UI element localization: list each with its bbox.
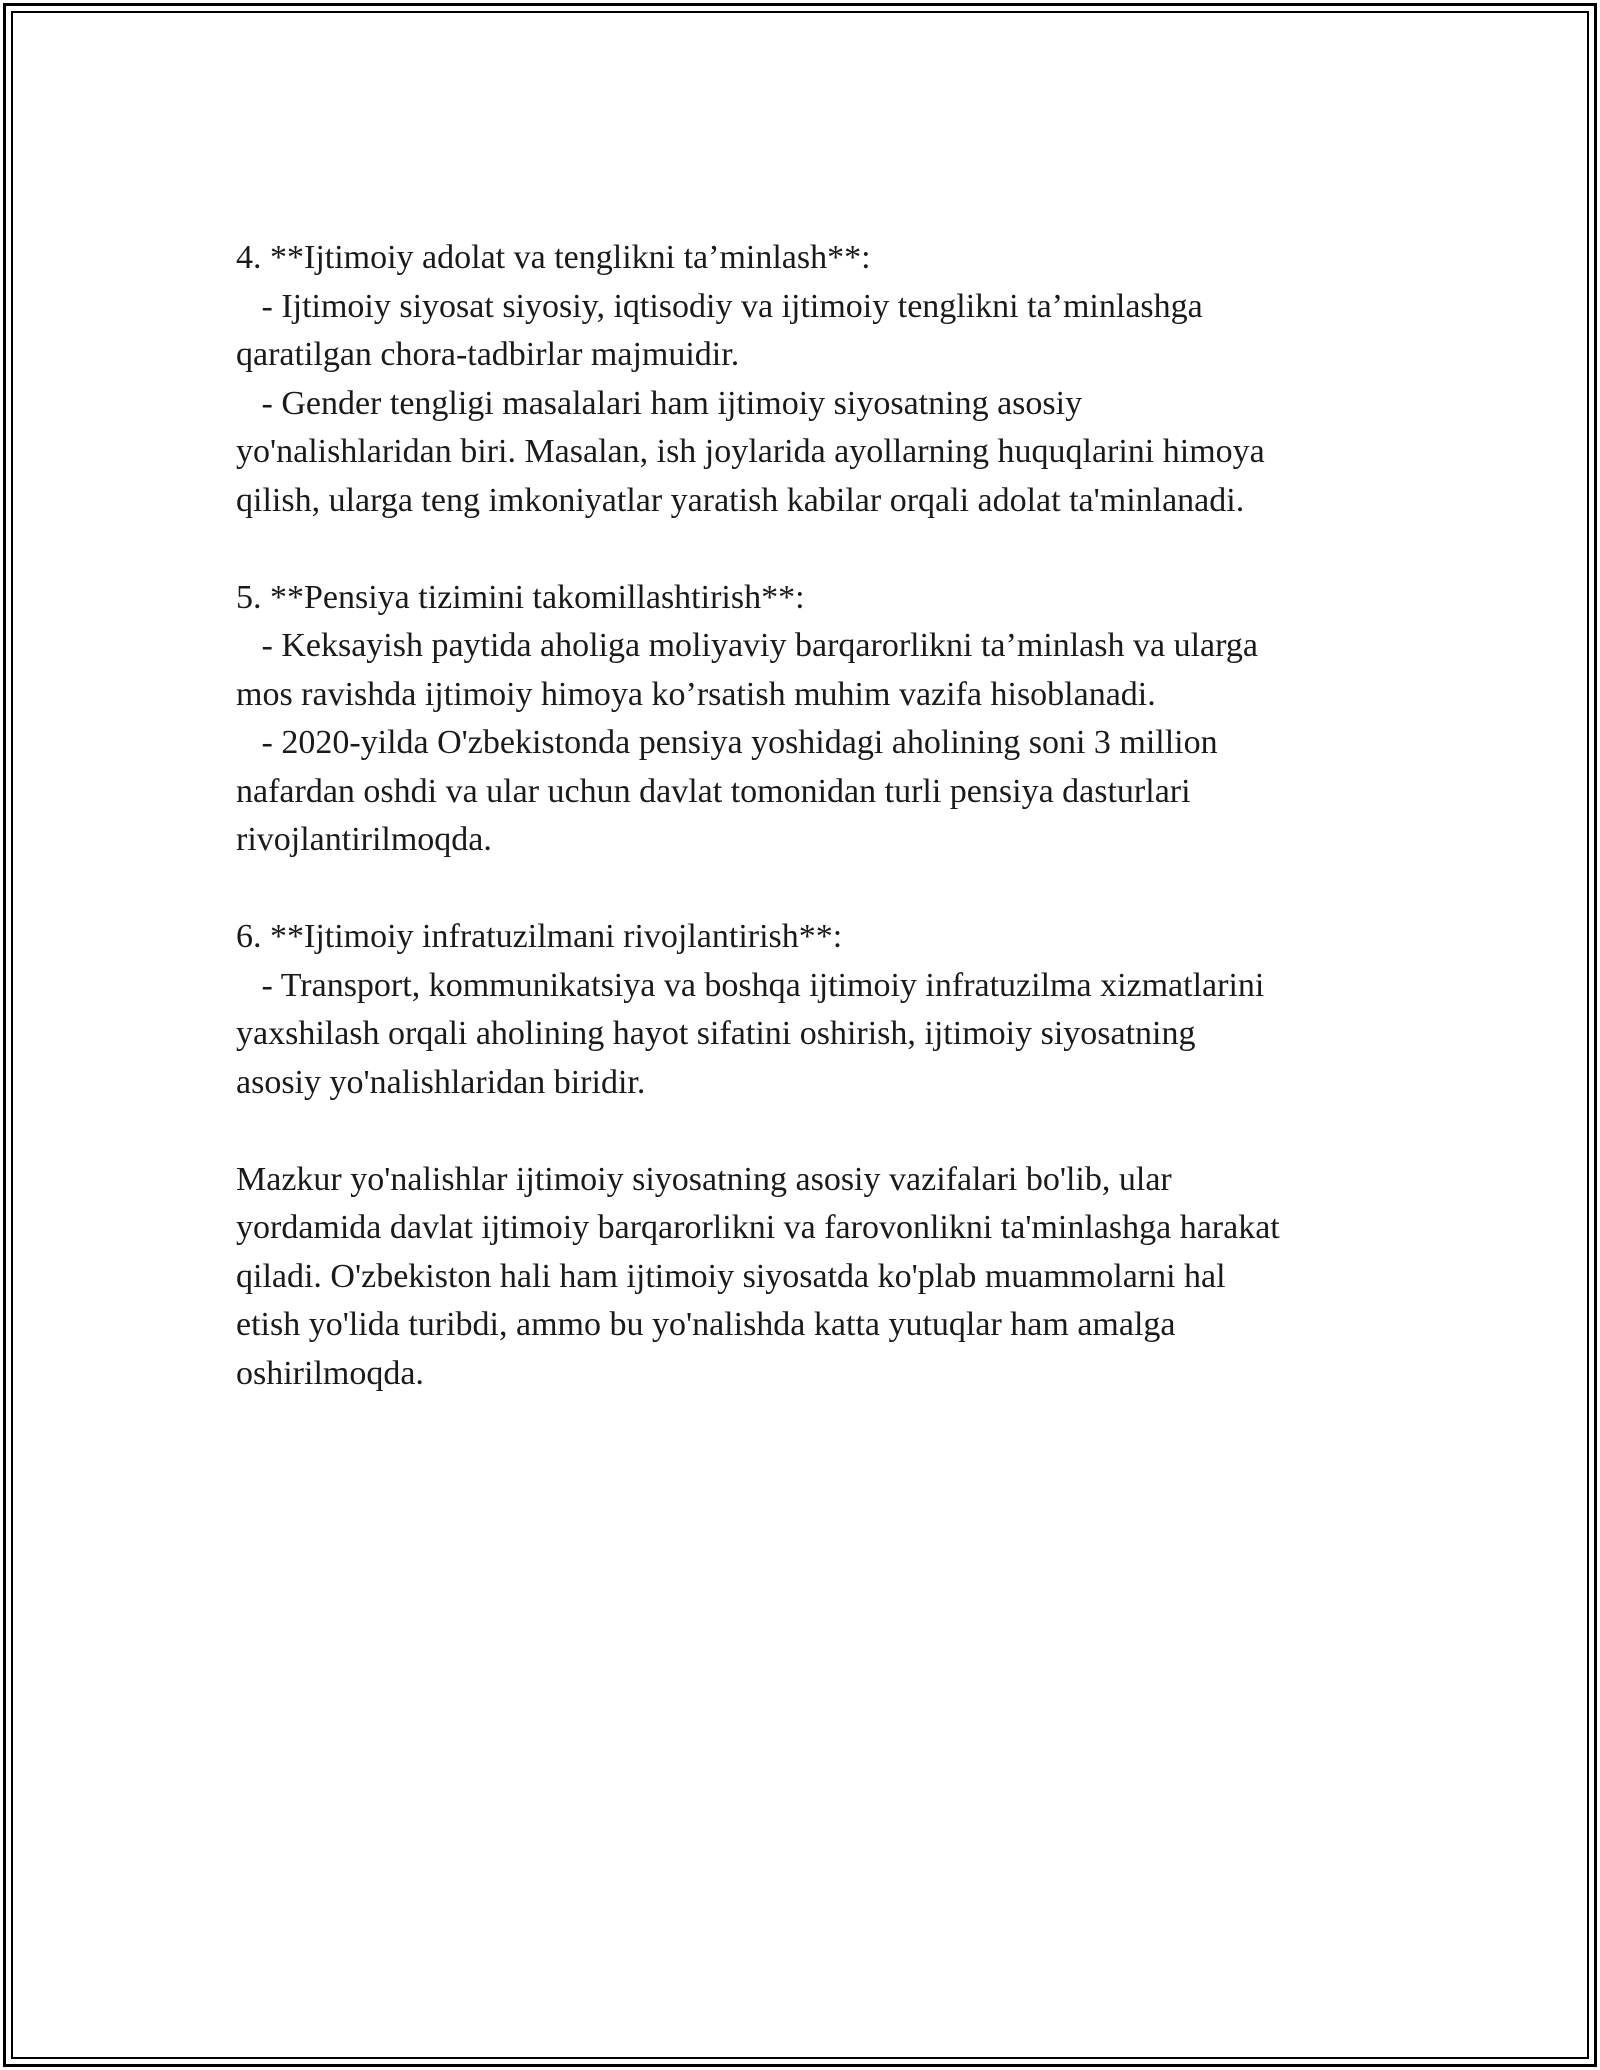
text-line: asosiy yo'nalishlaridan biridir.	[236, 1063, 646, 1101]
section-infrastructure	[236, 913, 1396, 1107]
text-line: - Gender tengligi masalalari ham ijtimoiy siyosatning asosiy	[236, 384, 1083, 422]
section-pension-system	[236, 574, 1396, 865]
paragraph-spacer	[236, 1107, 1396, 1156]
text-line: rivojlantirilmoqda.	[236, 821, 492, 858]
text-line: qiladi. O'zbekiston hali ham ijtimoiy siyosatda ko'plab muammolarni hal	[236, 1257, 1226, 1295]
section-heading: 6. **Ijtimoiy infratuzilmani rivojlantirish**:	[236, 918, 843, 955]
text-line: Mazkur yo'nalishlar ijtimoiy siyosatning asosiy vazifalari bo'lib, ular	[236, 1160, 1172, 1198]
text-line: yaxshilash orqali aholining hayot sifatini oshirish, ijtimoiy siyosatning	[236, 1015, 1196, 1052]
text-line: nafardan oshdi va ular uchun davlat tomonidan turli pensiya dasturlari	[236, 772, 1191, 810]
paragraph-spacer	[236, 525, 1396, 574]
section-heading: 5. **Pensiya tizimini takomillashtirish**:	[236, 578, 805, 616]
text-line: oshirilmoqda.	[236, 1354, 424, 1392]
text-line: etish yo'lida turibdi, ammo bu yo'nalishda katta yutuqlar ham amalga	[236, 1306, 1176, 1343]
text-line: mos ravishda ijtimoiy himoya ko’rsatish muhim vazifa hisoblanadi.	[236, 675, 1156, 713]
section-heading: 4. **Ijtimoiy adolat va tenglikni ta’minlash**:	[236, 239, 871, 276]
document-body	[236, 234, 1396, 1398]
section-conclusion	[236, 1156, 1396, 1399]
text-line: - Transport, kommunikatsiya va boshqa ijtimoiy infratuzilma xizmatlarini	[236, 966, 1265, 1004]
text-line: - Keksayish paytida aholiga moliyaviy barqarorlikni ta’minlash va ularga	[236, 627, 1258, 664]
section-social-justice	[236, 234, 1396, 525]
text-line: yo'nalishlaridan biri. Masalan, ish joylarida ayollarning huquqlarini himoya	[236, 433, 1265, 470]
paragraph-spacer	[236, 865, 1396, 914]
text-line: qilish, ularga teng imkoniyatlar yaratish kabilar orqali adolat ta'minlanadi.	[236, 481, 1245, 519]
text-line: qaratilgan chora-tadbirlar majmuidir.	[236, 336, 740, 373]
text-line: - Ijtimoiy siyosat siyosiy, iqtisodiy va ijtimoiy tenglikni ta’minlashga	[236, 287, 1203, 325]
text-line: - 2020-yilda O'zbekistonda pensiya yoshidagi aholining soni 3 million	[236, 724, 1218, 761]
text-line: yordamida davlat ijtimoiy barqarorlikni va farovonlikni ta'minlashga harakat	[236, 1209, 1280, 1246]
